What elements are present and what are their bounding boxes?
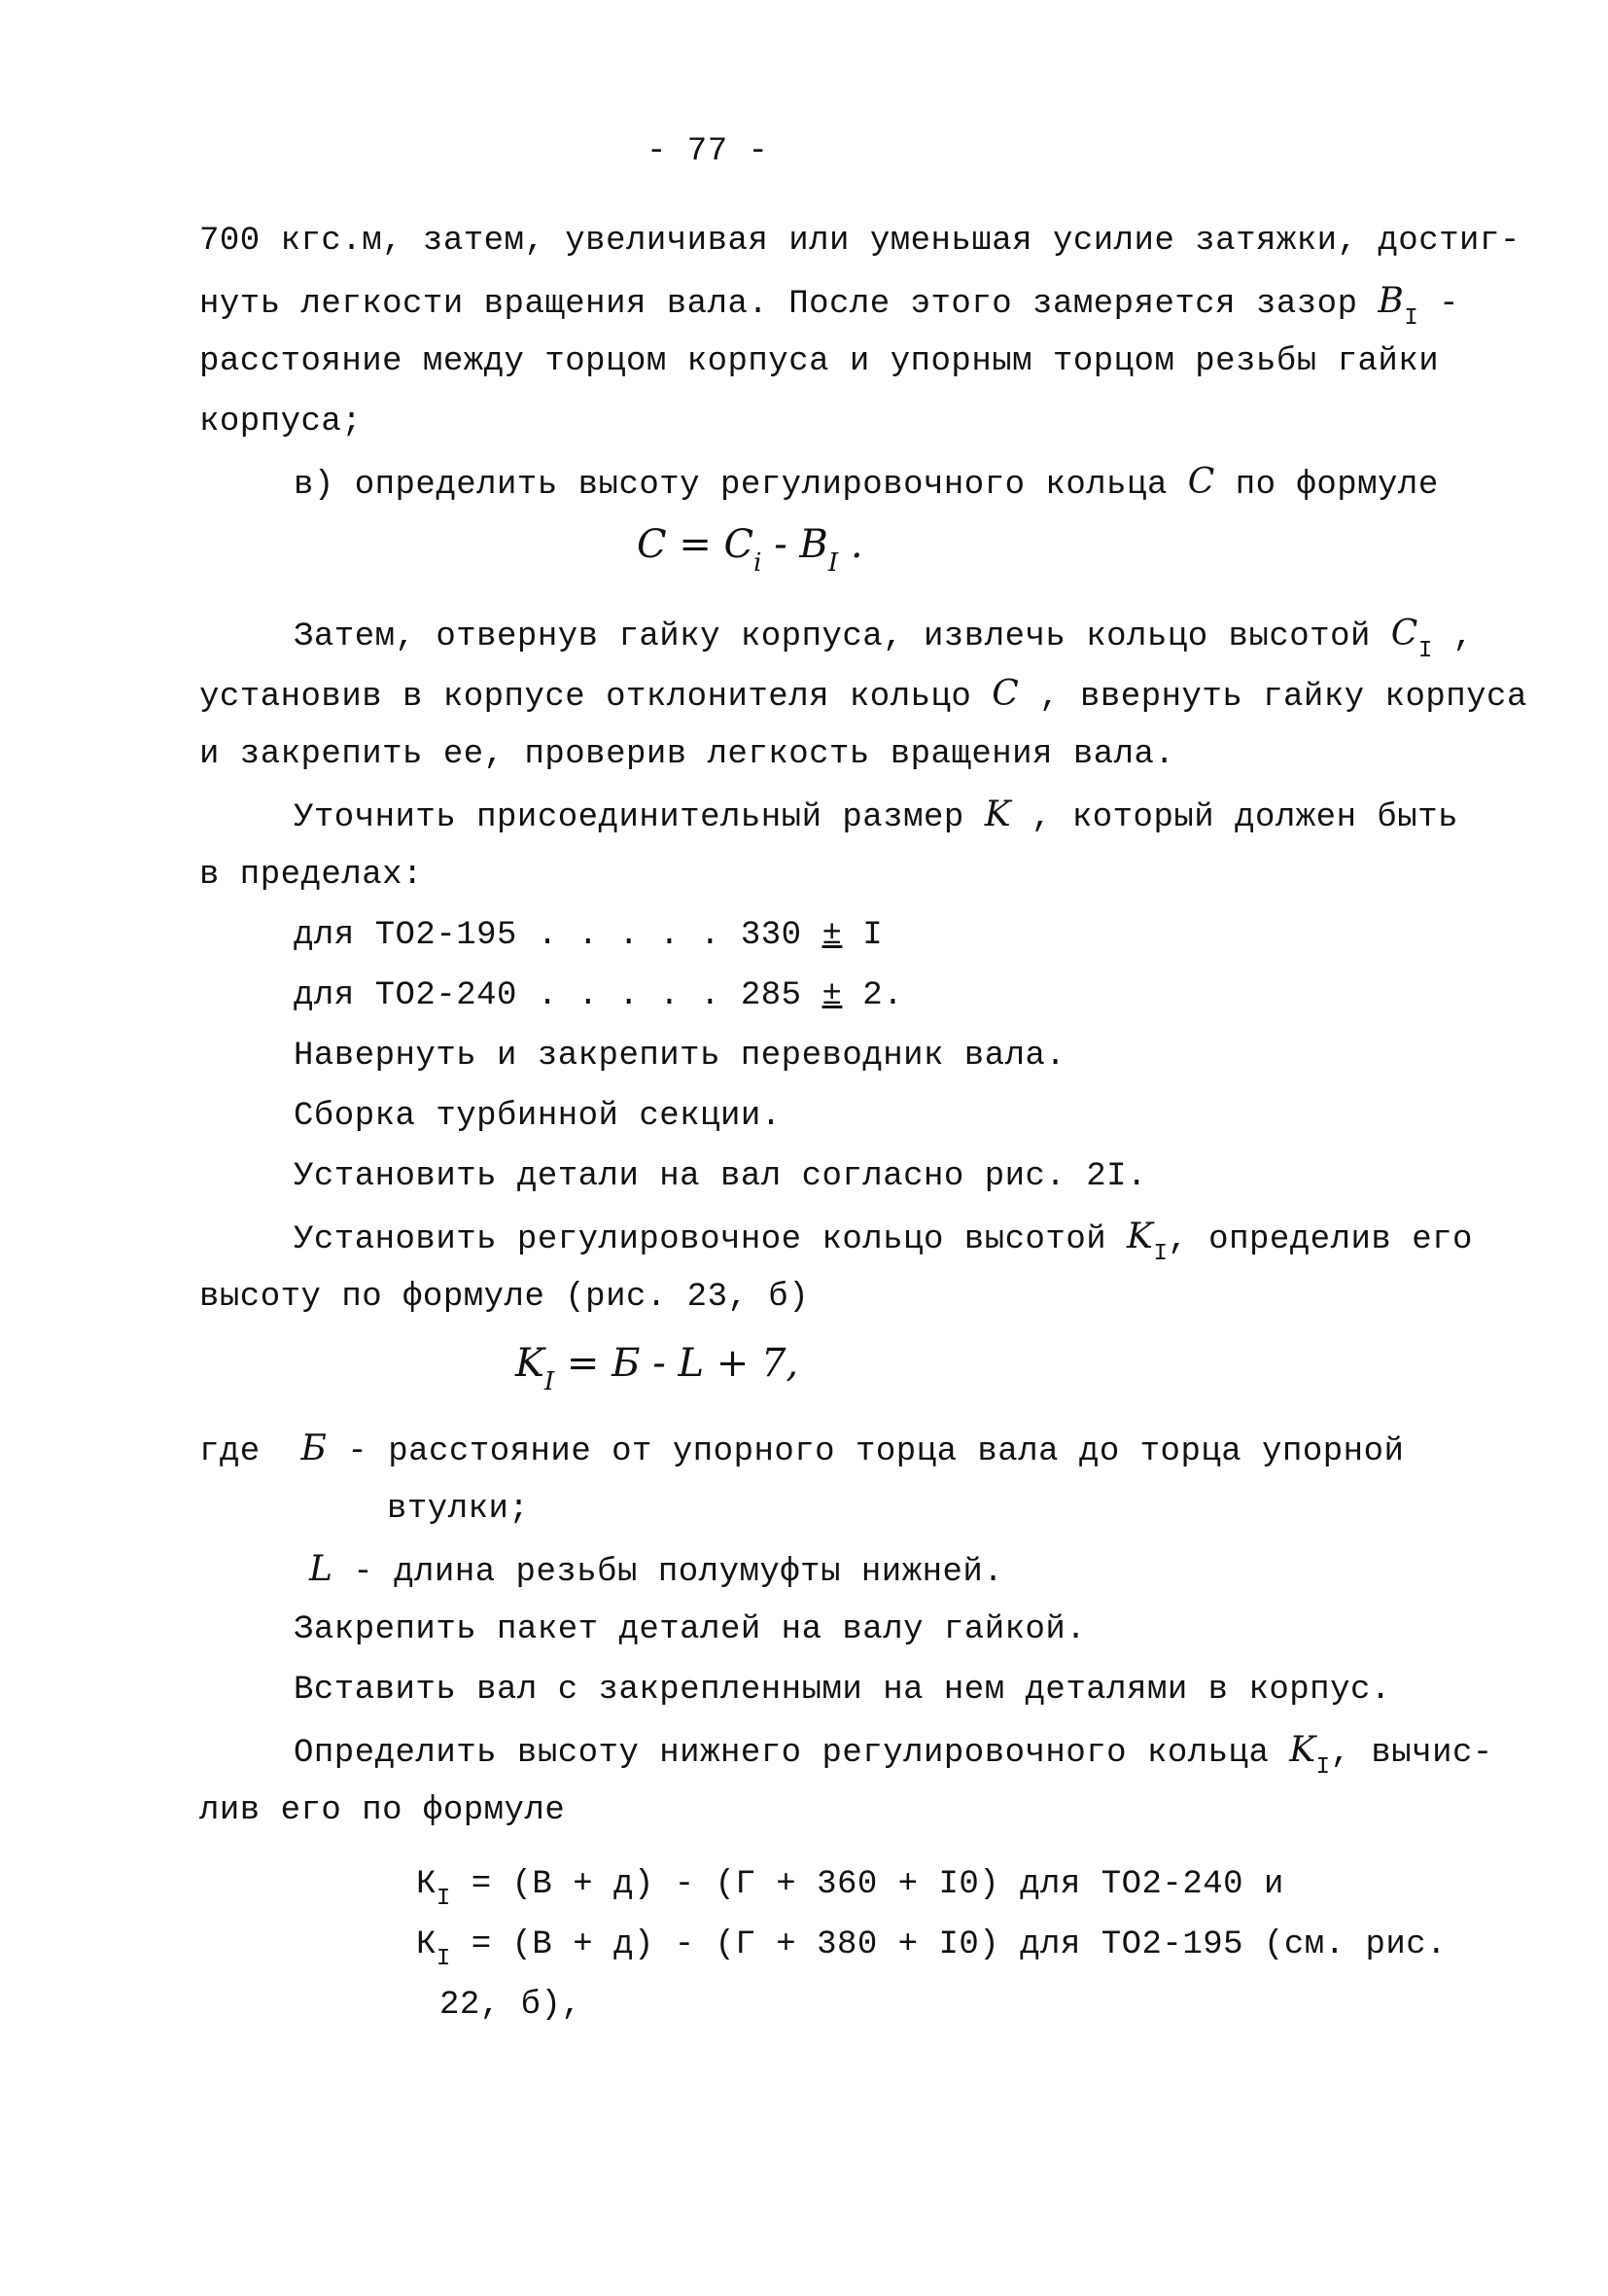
formula3-tail: 22, б),: [439, 1987, 582, 2024]
para2-line3: и закрепить ее, проверив легкость вращения вала.: [199, 736, 1175, 773]
limit-to2-195: для ТО2-195 . . . . . 330 ± I: [294, 917, 884, 954]
instruction-line: Установить детали на вал согласно рис. 2I.: [294, 1158, 1147, 1195]
para2-line1: Затем, отвернув гайку корпуса, извлечь кольцо высотой $C_I$ ,: [294, 614, 1474, 664]
var-c-ring: C: [992, 674, 1020, 714]
var-c: C: [1187, 462, 1215, 502]
para1-line2: нуть легкости вращения вала. После этого замеряется зазор $B_I$ -: [199, 281, 1460, 332]
formula3-line1: $К_I = (В + д) - (Г + 360 + I0)$ для ТО2-240 и: [416, 1866, 1284, 1912]
para4-line1: Установить регулировочное кольцо высотой $K_I$, определив его: [294, 1217, 1473, 1267]
var-c1: C: [1390, 614, 1418, 653]
instruction-line: Навернуть и закрепить переводник вала.: [294, 1038, 1066, 1075]
where-line3: L - длина резьбы полумуфты нижней.: [309, 1549, 1004, 1591]
var-k1: K: [1127, 1217, 1154, 1256]
var-b1: B: [1378, 281, 1405, 321]
instruction-line: Сборка турбинной секции.: [294, 1098, 782, 1135]
instruction-line: Закрепить пакет деталей на валу гайкой.: [294, 1611, 1087, 1648]
step-v: в) определить высоту регулировочного кольца C по формуле: [294, 462, 1439, 504]
para3-line2: в пределах:: [199, 857, 423, 894]
where-line2: втулки;: [387, 1491, 530, 1528]
formula-c: $C = C_i - B_I$ .: [637, 522, 863, 578]
where-line1: где Б - расстояние от упорного торца вала до торца упорной: [199, 1429, 1405, 1470]
para1-line1: 700 кгс.м, затем, увеличивая или уменьшая усилие затяжки, достиг-: [199, 223, 1521, 260]
para5-line1: Определить высоту нижнего регулировочного кольца $K_I$, вычис-: [294, 1730, 1493, 1781]
var-l: L: [309, 1549, 333, 1589]
para1-line4: корпуса;: [199, 404, 363, 441]
para1-line3: расстояние между торцом корпуса и упорным торцом резьбы гайки: [199, 343, 1440, 380]
para4-line2: высоту по формуле (рис. 23, б): [199, 1279, 810, 1316]
var-k1-lower: K: [1289, 1730, 1316, 1770]
limit-to2-240: для ТО2-240 . . . . . 285 ± 2.: [294, 977, 904, 1014]
var-k: K: [984, 795, 1012, 834]
page-number: - 77 -: [647, 133, 769, 170]
var-b-cyr: Б: [300, 1429, 328, 1468]
instruction-line: Вставить вал с закрепленными на нем деталями в корпус.: [294, 1672, 1391, 1709]
para2-line2: установив в корпусе отклонителя кольцо C , ввернуть гайку корпуса: [199, 674, 1527, 716]
para3-line1: Уточнить присоединительный размер K , который должен быть: [294, 795, 1458, 836]
formula-k1: $K_I = Б - L + 7$,: [515, 1341, 799, 1396]
formula3-line2: $К_I = (В + д) - (Г + 380 + I0)$ для ТО2-195 (см. рис.: [416, 1926, 1448, 1972]
para5-line2: лив его по формуле: [199, 1792, 566, 1829]
